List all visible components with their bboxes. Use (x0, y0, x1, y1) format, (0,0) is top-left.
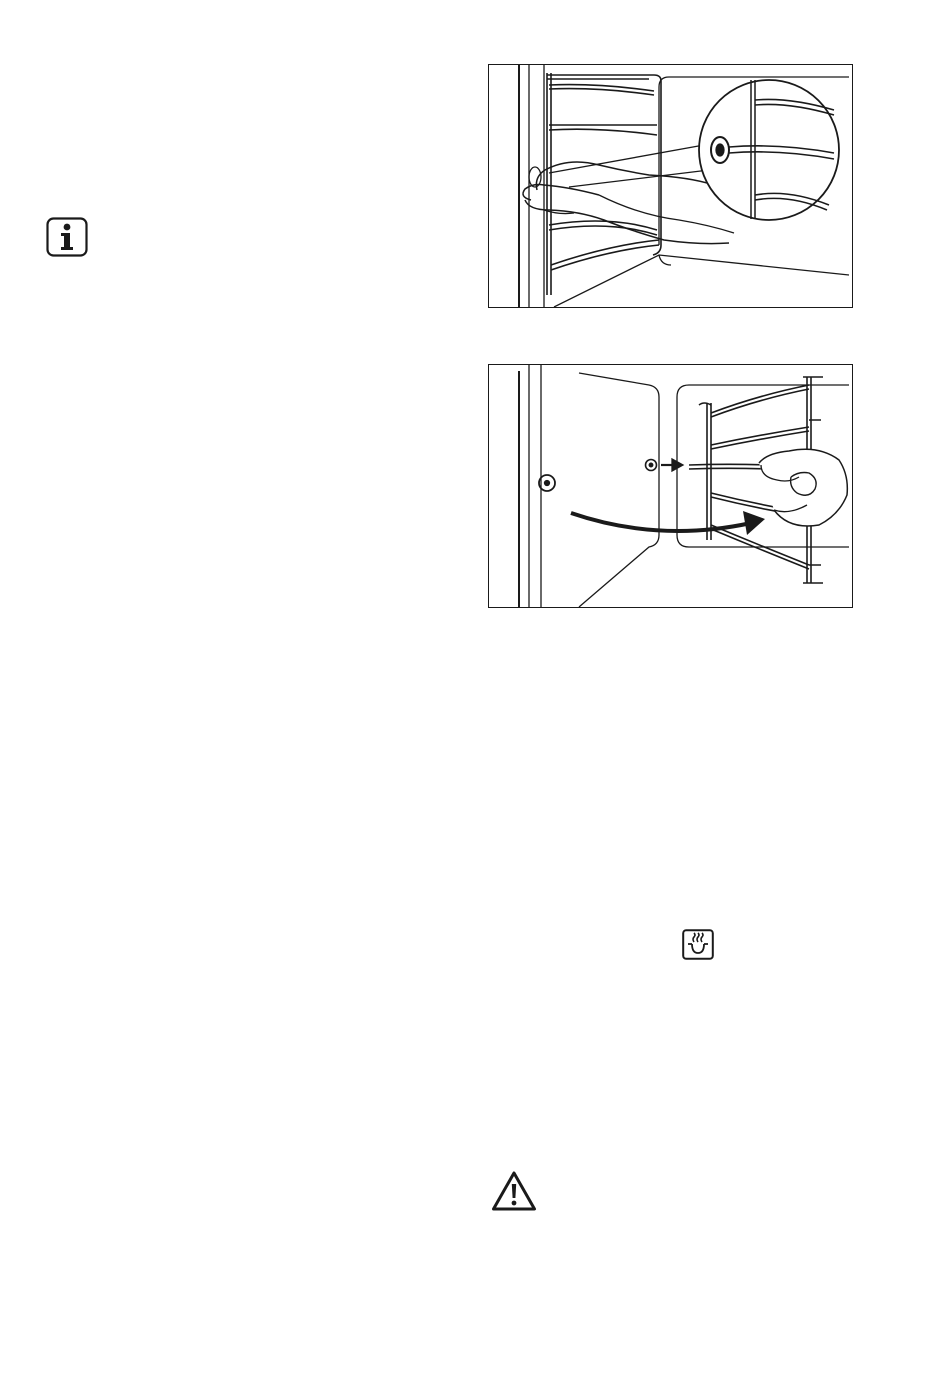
remove-shelf-support-illustration (488, 64, 853, 308)
warning-triangle-icon (491, 1170, 537, 1212)
info-icon (46, 217, 88, 257)
install-shelf-support-illustration (488, 364, 853, 608)
oven-steam-cleaning-icon (682, 929, 714, 960)
